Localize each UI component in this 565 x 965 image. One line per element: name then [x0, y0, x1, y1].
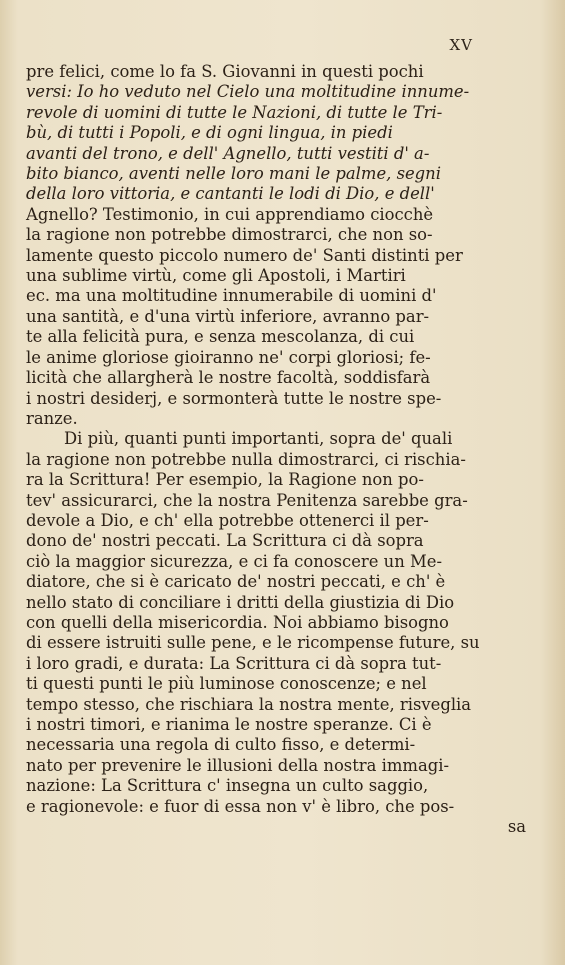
- text-line: una santità, e d'una virtù inferiore, avranno par-: [26, 306, 430, 326]
- text-line: revole di uomini di tutte le Nazioni, di tutte le Tri-: [26, 102, 443, 122]
- text-line: della loro vittoria, e cantanti le lodi di Dio, e dell': [26, 184, 435, 204]
- text-line: Agnello? Testimonio, in cui apprendiamo ciocchè: [26, 204, 434, 224]
- text-line: la ragione non potrebbe nulla dimostrarci, ci rischia-: [26, 449, 466, 469]
- text-line: necessaria una regola di culto fisso, e determi-: [26, 735, 416, 755]
- page-number: XV: [449, 36, 473, 54]
- text-line: una sublime virtù, come gli Apostoli, i Martiri: [26, 266, 406, 286]
- text-line: nato per prevenire le illusioni della nostra immagi-: [26, 755, 449, 775]
- text-line: ec. ma una moltitudine innumerabile di uomini d': [26, 286, 437, 306]
- text-line: Di più, quanti punti importanti, sopra de' quali: [64, 429, 453, 449]
- text-line: con quelli della misericordia. Noi abbiamo bisogno: [26, 612, 449, 632]
- text-line: nello stato di conciliare i dritti della giustizia di Dio: [26, 592, 455, 612]
- text-line: la ragione non potrebbe dimostrarci, che non so-: [26, 225, 433, 245]
- text-line: ra la Scrittura! Per esempio, la Ragione non po-: [26, 470, 424, 490]
- text-line: bito bianco, aventi nelle loro mani le palme, segni: [26, 164, 441, 184]
- text-line: nazione: La Scrittura c' insegna un culto saggio,: [26, 776, 429, 796]
- text-line: diatore, che si è caricato de' nostri peccati, e ch' è: [26, 572, 446, 592]
- paragraph-2: [26, 429, 526, 837]
- paragraph-1: [26, 62, 526, 429]
- text-line: le anime gloriose gioiranno ne' corpi gloriosi; fe-: [26, 347, 431, 367]
- text-line: te alla felicità pura, e senza mescolanza, di cui: [26, 327, 415, 347]
- text-line: ciò la maggior sicurezza, e ci fa conoscere un Me-: [26, 551, 443, 571]
- text-line: e ragionevole: e fuor di essa non v' è libro, che pos-: [26, 796, 455, 816]
- text-line: ranze.: [26, 408, 78, 428]
- text-line: sa: [507, 817, 526, 837]
- text-line: i loro gradi, e durata: La Scrittura ci dà sopra tut-: [26, 653, 442, 673]
- text-line: di essere istruiti sulle pene, e le ricompense future, su: [26, 633, 480, 653]
- text-line: i nostri timori, e rianima le nostre speranze. Ci è: [26, 715, 432, 734]
- text-line: avanti del trono, e dell' Agnello, tutti vestiti d' a-: [26, 143, 430, 163]
- body-text: [26, 62, 526, 837]
- text-line: tev' assicurarci, che la nostra Penitenza sarebbe gra-: [26, 490, 468, 510]
- text-line: pre felici, come lo fa S. Giovanni in questi pochi: [26, 62, 424, 81]
- text-line: i nostri desiderj, e sormonterà tutte le nostre spe-: [26, 388, 442, 408]
- text-line: dono de' nostri peccati. La Scrittura ci dà sopra: [26, 531, 424, 551]
- text-line: lamente questo piccolo numero de' Santi distinti per: [26, 245, 463, 265]
- text-line: ti questi punti le più luminose conoscenze; e nel: [26, 674, 427, 694]
- text-line: versi: Io ho veduto nel Cielo una moltitudine innume-: [26, 82, 470, 102]
- text-line: licità che allargherà le nostre facoltà, soddisfarà: [26, 368, 431, 388]
- text-line: bù, di tutti i Popoli, e di ogni lingua, in piedi: [26, 123, 393, 143]
- text-line: tempo stesso, che rischiara la nostra mente, risveglia: [26, 694, 472, 714]
- text-line: devole a Dio, e ch' ella potrebbe ottenerci il per-: [26, 510, 429, 530]
